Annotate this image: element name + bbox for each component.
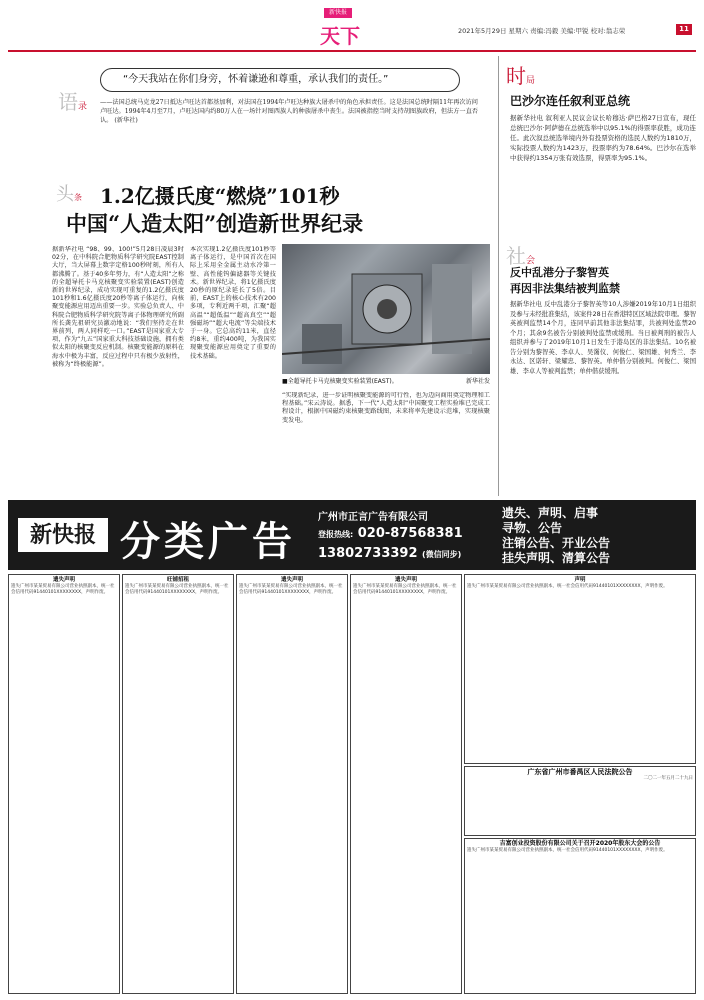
quote-section [8, 56, 492, 174]
photo-caption-bar [282, 376, 490, 388]
classified-col-a [8, 574, 120, 994]
headline-tag-sub: 条 [74, 193, 82, 202]
classified-col-e [464, 574, 696, 764]
article-photo [282, 244, 490, 374]
society-tag-sub: 会 [526, 256, 536, 266]
meeting-notice [464, 838, 696, 994]
quote-tag-sub: 录 [78, 102, 88, 112]
ad-service-2: 寻物、公告 [502, 521, 563, 535]
classified-col-c-text: 遗失广州市某某贸易有限公司营业执照副本，统一社会信用代码91440101XXXXXXXX，声明作废。 [239, 584, 343, 595]
timely-tag-sub: 局 [526, 76, 536, 86]
court-notice [464, 766, 696, 836]
quote-tag-char: 语 [58, 90, 78, 114]
quote-source: (新华社) [114, 117, 138, 124]
quote-caption [100, 98, 484, 125]
page-number: 11 [676, 24, 692, 35]
society-body: 据新华社电 反中乱港分子黎智英等10人涉嫌2019年10月1日组织及参与未经批准集结，该案件28日在香港特区区域法院审理。黎智英被判监禁14个月，连同早前其他非法集结罪，共被判处监禁20个月；其余9名被告分别被判处监禁或缓刑。当日被判刑的被告人组织并参与了2019年10月1日发生于港岛区的非法集结。10名被告分别为黎智英、李卓人、吴霭仪、何俊仁、梁国雄、何秀兰、李永达、区诺轩、梁耀忠、黎智英。单仲偕分别被判。何俊仁、梁国雄、李卓人等被判监禁；单仲偕获缓刑。 [510, 301, 696, 375]
date-line: 2021年5月29日 星期六 责编:冯毅 美编:甲锐 校对:翁志荣 [458, 27, 626, 35]
meeting-notice-text: 遗失广州市某某贸易有限公司营业执照副本，统一社会信用代码91440101XXXXXXXX，声明作废。 [467, 848, 668, 853]
classified-col-a-title: 遗失声明 [52, 577, 75, 583]
classified-col-b-title: 旺铺招租 [166, 577, 189, 583]
section-badge: 新快报 [324, 8, 352, 18]
timely-headline: 巴沙尔连任叙利亚总统 [510, 94, 631, 108]
photo-credit: 新华社发 [465, 378, 490, 385]
court-notice-title: 广东省广州市番禺区人民法院公告 [527, 768, 633, 776]
classifieds-area [8, 574, 696, 994]
article-col2: 本次实现1.2亿摄氏度101秒等离子体运行，是中国首次在国际上采用全金属主动水冷第一壁、高性能钨偏滤器等关键技术。新世界纪录，将1亿摄氏度20秒的原纪录延长了5倍。目前，EAST上的核心技术有200多项，专利近两千项，汇聚“超高温”“超低温”“超高真空”“超强磁场”“超大电流”等尖端技术于一身。它总高约11米，直径约8米，重约400吨，为我国实现聚变能源应用奠定了重要的技术基础。 [190, 246, 276, 360]
quote-tag [58, 86, 87, 115]
classified-col-d-text: 遗失广州市某某贸易有限公司营业执照副本，统一社会信用代码91440101XXXXXXXX，声明作废。 [353, 584, 457, 595]
ad-banner [8, 500, 696, 570]
quote-bubble [100, 68, 460, 92]
masthead [8, 4, 696, 52]
ad-mobile-note: (微信同步) [422, 550, 462, 559]
classified-col-d-title: 遗失声明 [394, 577, 417, 583]
ad-mobile-number: 13802733392 [318, 546, 418, 561]
quote-caption-text: ——法国总统马克龙27日抵达卢旺达首都基加利，对法国在1994年卢旺达种族大屠杀中的角色承担责任。这是法国总统时隔11年再次访问卢旺达。1994年4月至7月，卢旺达国内约80万人在一场针对图西族人的种族屠杀中丧生。法国被指控当时支持胡图族政府，但法方一直否认。 [100, 99, 478, 124]
ad-hotline-label: 登报热线: [318, 530, 354, 539]
headline-tag [56, 180, 82, 206]
ad-service-1: 遗失、声明、启事 [502, 506, 599, 520]
society-tag-char: 社 [506, 244, 526, 268]
headline-line2: 中国“人造太阳”创造新世界纪录 [66, 211, 364, 236]
society-headline-2: 再因非法集结被判监禁 [510, 282, 620, 295]
headline-line1: 1.2亿摄氏度“燃烧”101秒 [100, 184, 340, 208]
section-title: 天下 [320, 24, 360, 48]
headline-section [8, 180, 492, 240]
article-col1: 据新华社电 “98、99、100!”5月28日凌晨3时02分，在中科院合肥物质科学研究院EAST控制大厅，当大屏幕上数字定格100秒时刻，所有人都沸腾了。基于40多年努力，有“人造太阳”之称的全超导托卡马克核聚变实验装置(EAST)创造新的世界纪录，成功实现可重复的1.2亿摄氏度101秒和1.6亿摄氏度20秒等离子体运行，向核聚变能源应用迈出重要一步。实验总负责人、中科院合肥物质科学研究院等离子体物理研究所副所长龚先祖研究员激动地说：“我们坚持走在世界前列，两人同样吃一口。”EAST是国家重大专项，作为“九五”国家重大科技基础设施，拥有类似太阳的核聚变反应机制。核聚变能源的原料在海水中极为丰富，反应过程中只有极少放射性，被称为“终极能源”。 [52, 246, 184, 368]
classified-col-b-text: 遗失广州市某某贸易有限公司营业执照副本，统一社会信用代码91440101XXXXXXXX，声明作废。 [125, 584, 229, 595]
timely-section [506, 60, 696, 240]
ad-hotline-number: 020-87568381 [357, 526, 463, 541]
society-tag [506, 240, 696, 268]
society-headline-1: 反中乱港分子黎智英 [510, 266, 609, 279]
quote-text: “今天我站在你们身旁，怀着谦逊和尊重，承认我们的责任。” [123, 74, 389, 85]
classified-col-d [350, 574, 462, 994]
ad-mobile [318, 546, 461, 561]
court-notice-date: 二〇二一年五月二十九日 [643, 776, 693, 781]
ad-services [502, 506, 692, 566]
fusion-device-illustration [282, 244, 490, 374]
classified-col-c-title: 遗失声明 [280, 577, 303, 583]
photo-caption: ■全超导托卡马克核聚变实验装置(EAST)。 [282, 378, 398, 385]
classified-col-c [236, 574, 348, 994]
headline-tag-char: 头 [56, 184, 74, 205]
meeting-notice-title: 吉富创业投资股份有限公司关于召开2020年股东大会的公告 [499, 840, 661, 847]
classified-col-e-title: 声明 [574, 577, 586, 583]
classified-col-e-text: 遗失广州市某某贸易有限公司营业执照副本，统一社会信用代码91440101XXXXXXXX，声明作废。 [467, 584, 668, 589]
society-section [506, 240, 696, 496]
timely-tag-char: 时 [506, 64, 526, 88]
ad-service-3: 注销公告、开业公告 [502, 536, 611, 550]
classified-col-a-text: 遗失广州市某某贸易有限公司营业执照副本，统一社会信用代码91440101XXXXXXXX，声明作废。 [11, 584, 115, 595]
ad-service-4: 挂失声明、清算公告 [502, 551, 611, 565]
ad-brand: 新快报 [18, 518, 108, 552]
classified-col-b [122, 574, 234, 994]
timely-body: 据新华社电 叙利亚人民议会议长哈穆达·萨巴格27日宣布，现任总统巴沙尔·阿萨德在总统选举中以95.1%的得票率获胜，成功连任。此次叙总统选举境内外有投票资格的选民人数约为1810万，实际投票人数约为1423万，投票率约为78.64%。巴沙尔在选举中获得约1354万张有效选票，得票率为95.1%。 [510, 114, 696, 162]
timely-tag [506, 60, 696, 88]
ad-company: 广州市正言广告有限公司 [318, 512, 428, 523]
ad-title: 分类广告 [120, 518, 296, 565]
ad-hotline [318, 526, 463, 541]
article-col3: “实现新纪录，进一步证明核聚变能源的可行性，也为迈向商用奠定物理和工程基础。”宋云涛说。据悉，下一代“人造太阳”中国聚变工程实验堆已完成工程设计，根据中国磁约束核聚变路线图，未来将率先建设示范堆，实现核聚变发电。 [282, 392, 490, 424]
